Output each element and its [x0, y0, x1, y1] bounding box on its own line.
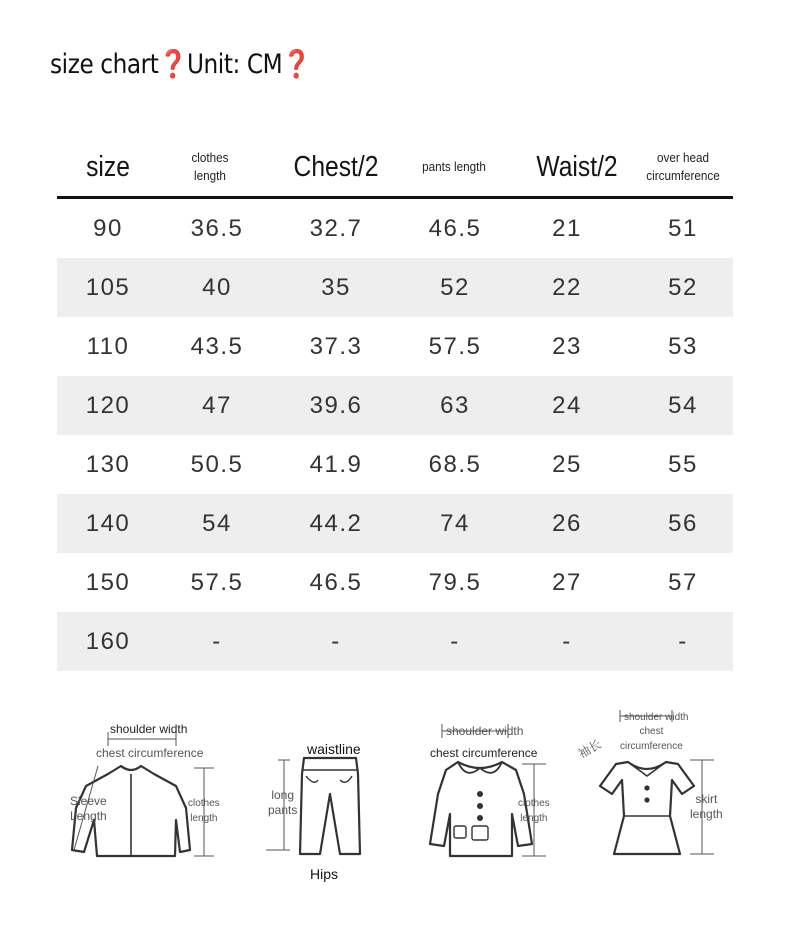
cell-head: - [678, 627, 688, 655]
page-title: size chart❓Unit: CM❓ [50, 49, 311, 80]
cell-chest: 41.9 [309, 450, 363, 478]
cell-head: 51 [668, 214, 698, 242]
coat-length-line2: length [520, 813, 548, 824]
cell-size: 150 [85, 568, 131, 596]
coat-icon [430, 762, 532, 856]
jacket-length-line1: clothes [188, 798, 220, 809]
table-row [57, 435, 733, 494]
dress-chest-label [620, 724, 683, 754]
header-clothes-length-line1: clothes [191, 150, 229, 165]
cell-pants-length: 68.5 [428, 450, 482, 478]
measurement-illustrations [0, 690, 790, 934]
jacket-sleeve-line1: Sleeve [70, 794, 107, 808]
cell-waist: 26 [552, 509, 582, 537]
size-table [57, 138, 733, 671]
cell-chest: - [331, 627, 341, 655]
cell-pants-length: 74 [440, 509, 470, 537]
cell-chest: 35 [321, 273, 351, 301]
dress-skirt-label [690, 792, 723, 822]
dress-shoulder-label: shoulder width [624, 712, 689, 723]
cell-waist: 23 [552, 332, 582, 360]
cell-pants-length: 63 [440, 391, 470, 419]
header-chest: Chest/2 [293, 150, 379, 183]
cell-waist: 22 [552, 273, 582, 301]
cell-head: 54 [668, 391, 698, 419]
table-row [57, 376, 733, 435]
dress-skirt-line2: length [690, 807, 723, 821]
table-header [57, 138, 733, 199]
cell-clothes-length: 36.5 [190, 214, 244, 242]
cell-size: 105 [85, 273, 131, 301]
cell-pants-length: 46.5 [428, 214, 482, 242]
cell-clothes-length: - [212, 627, 222, 655]
coat-shoulder-label: shoulder width [446, 724, 524, 738]
header-clothes-length [164, 138, 256, 196]
cell-pants-length: 79.5 [428, 568, 482, 596]
cell-clothes-length: 57.5 [190, 568, 244, 596]
pants-hips-label: Hips [310, 866, 339, 882]
cell-waist: 27 [552, 568, 582, 596]
dress-chest-line1: chest [639, 726, 664, 737]
cell-clothes-length: 43.5 [190, 332, 244, 360]
cell-waist: 21 [552, 214, 582, 242]
header-head-line2: circumference [646, 168, 720, 183]
cell-size: 90 [93, 214, 123, 242]
cell-chest: 39.6 [309, 391, 363, 419]
cell-head: 56 [668, 509, 698, 537]
table-row [57, 199, 733, 258]
table-row [57, 317, 733, 376]
header-clothes-length-line2: length [194, 168, 226, 183]
pants-length-label [268, 788, 297, 818]
cell-pants-length: 52 [440, 273, 470, 301]
cell-clothes-length: 40 [202, 273, 232, 301]
pants-length-line2: pants [268, 803, 298, 817]
jacket-chest-label: chest circumference [96, 746, 204, 760]
cell-head: 55 [668, 450, 698, 478]
dress-sleeve-label: 袖长 [575, 737, 604, 762]
jacket-shoulder-label: shoulder width [110, 722, 188, 736]
cell-head: 52 [668, 273, 698, 301]
header-pants-length: pants length [422, 159, 486, 174]
cell-chest: 44.2 [309, 509, 363, 537]
jacket-sleeve-label [70, 794, 107, 824]
header-size: size [86, 150, 130, 183]
pants-icon [300, 758, 360, 854]
cell-waist: - [562, 627, 572, 655]
header-waist: Waist/2 [536, 150, 618, 183]
cell-clothes-length: 50.5 [190, 450, 244, 478]
pants-length-line1: long [271, 788, 295, 802]
cell-clothes-length: 47 [202, 391, 232, 419]
cell-size: 160 [85, 627, 131, 655]
header-head-circumference [638, 138, 728, 196]
jacket-sleeve-line2: Length [70, 809, 107, 823]
cell-size: 130 [85, 450, 131, 478]
table-row [57, 553, 733, 612]
coat-length-line1: clothes [518, 798, 550, 809]
cell-clothes-length: 54 [202, 509, 232, 537]
cell-pants-length: - [450, 627, 460, 655]
pants-waist-label: waistline [307, 741, 361, 757]
table-row [57, 612, 733, 671]
dress-chest-line2: circumference [620, 741, 683, 752]
table-body [57, 199, 733, 671]
cell-size: 110 [86, 332, 130, 360]
table-row [57, 258, 733, 317]
dress-skirt-line1: skirt [695, 792, 718, 806]
table-row [57, 494, 733, 553]
cell-head: 57 [668, 568, 698, 596]
cell-chest: 46.5 [309, 568, 363, 596]
coat-length-label [518, 796, 550, 826]
cell-size: 140 [85, 509, 131, 537]
jacket-length-line2: length [190, 813, 218, 824]
coat-chest-label: chest circumference [430, 746, 538, 760]
jacket-length-label [188, 796, 220, 826]
cell-waist: 24 [552, 391, 582, 419]
header-head-line1: over head [656, 150, 710, 165]
cell-size: 120 [85, 391, 131, 419]
cell-head: 53 [668, 332, 698, 360]
cell-chest: 32.7 [309, 214, 363, 242]
cell-chest: 37.3 [309, 332, 363, 360]
cell-waist: 25 [552, 450, 582, 478]
cell-pants-length: 57.5 [428, 332, 482, 360]
